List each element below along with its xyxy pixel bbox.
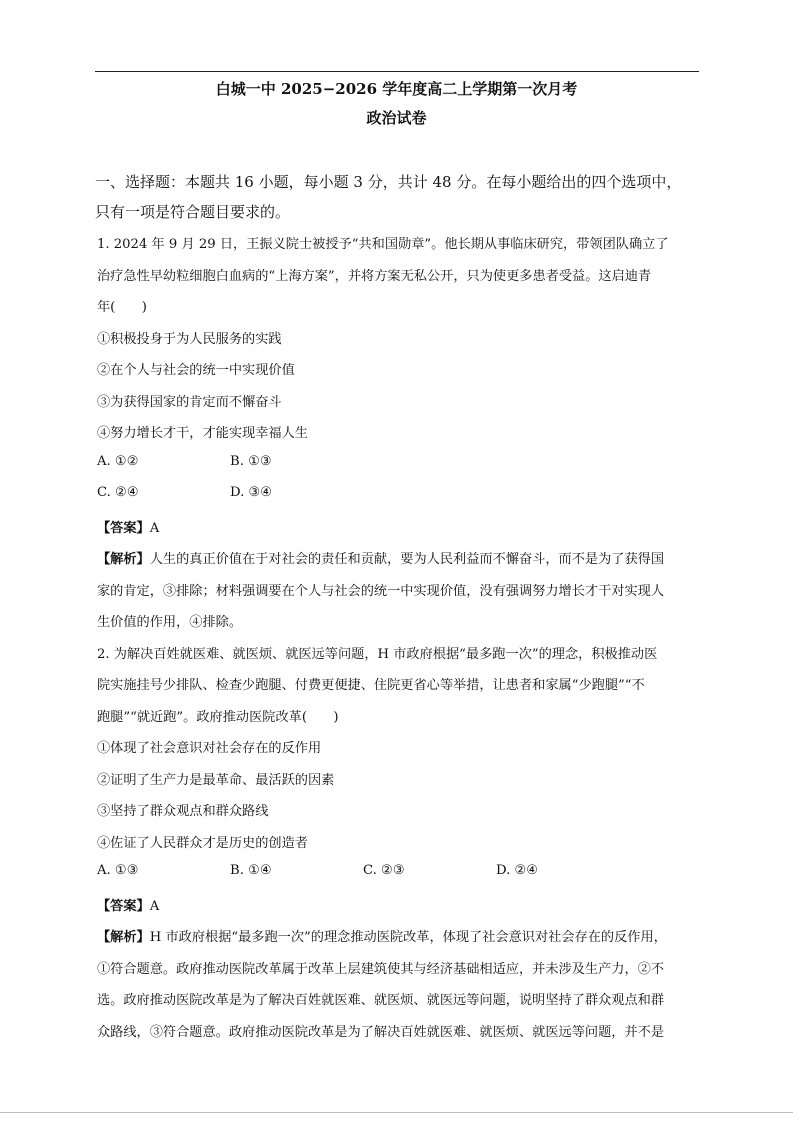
- q1-answer-label: 【答案】: [97, 521, 150, 536]
- q2-stem-line-2: 院实施挂号少排队、检查少跑腿、付费更便捷、住院更省心等举措，让患者和家属“少跑腿”“不: [97, 678, 645, 693]
- q2-answer: [97, 895, 159, 914]
- q2-option-a: A. ①③: [97, 863, 139, 878]
- q1-answer: [97, 517, 159, 536]
- footer-rule: [0, 1112, 793, 1113]
- header-rule: [95, 71, 699, 72]
- q2-item-1: ①体现了社会意识对社会存在的反作用: [97, 741, 322, 756]
- q2-analysis-line-3: 选。政府推动医院改革是为了解决百姓就医难、就医烦、就医远等问题，说明坚持了群众观点和群: [97, 993, 665, 1008]
- q1-item-3: ③为获得国家的肯定而不懈奋斗: [97, 395, 282, 410]
- q1-option-a: A. ①②: [97, 454, 139, 469]
- q1-item-4: ④努力增长才干，才能实现幸福人生: [97, 426, 308, 441]
- q1-analysis-line-3: 生价值的作用，④排除。: [97, 615, 243, 630]
- q1-answer-value: A: [149, 521, 160, 536]
- q1-analysis-line-1: [97, 548, 664, 567]
- q2-analysis-line-4: 众路线，③符合题意。政府推动医院改革是为了解决百姓就医难、就医烦、就医远等问题，并不是: [97, 1025, 665, 1040]
- q1-stem-line-2: 治疗急性早幼粒细胞白血病的“上海方案”，并将方案无私公开，只为使更多患者受益。这启迪青: [97, 269, 652, 284]
- q1-analysis-label: 【解析】: [97, 552, 150, 567]
- subject-title: 政治试卷: [366, 109, 427, 127]
- q1-option-b: B. ①③: [230, 454, 272, 469]
- q2-item-3: ③坚持了群众观点和群众路线: [97, 804, 269, 819]
- q2-option-c: C. ②③: [363, 863, 405, 878]
- q2-item-2: ②证明了生产力是最革命、最活跃的因素: [97, 773, 335, 788]
- q2-analysis-label: 【解析】: [97, 930, 150, 945]
- q1-option-c: C. ②④: [97, 485, 139, 500]
- section-heading-line-1: 一、选择题：本题共 16 小题，每小题 3 分，共计 48 分。在每小题给出的四个选项中，: [95, 173, 682, 191]
- q2-stem-line-3: 跑腿”“就近跑”。政府推动医院改革( ): [97, 710, 339, 725]
- q2-option-d: D. ②④: [496, 863, 539, 878]
- q2-analysis-line-2: ①符合题意。政府推动医院改革属于改革上层建筑使其与经济基础相适应，并未涉及生产力，②不: [97, 962, 665, 977]
- q2-stem-line-1: 2. 为解决百姓就医难、就医烦、就医远等问题，H 市政府根据“最多跑一次”的理念，积极推动医: [97, 647, 658, 662]
- q1-stem-line-1: 1. 2024 年 9 月 29 日，王振义院士被授予“共和国勋章”。他长期从事临床研究，带领团队确立了: [97, 237, 669, 252]
- exam-title: 白城一中 2025−2026 学年度高二上学期第一次月考: [215, 80, 578, 98]
- section-heading-line-2: 只有一项是符合题目要求的。: [95, 203, 291, 221]
- q1-analysis-line-2: 家的肯定，③排除；材料强调要在个人与社会的统一中实现价值，没有强调努力增长才干对实现人: [97, 584, 665, 599]
- q1-item-2: ②在个人与社会的统一中实现价值: [97, 363, 295, 378]
- q2-analysis-line-1: [97, 926, 667, 945]
- q1-stem-line-3: 年( ): [97, 300, 147, 315]
- q2-answer-label: 【答案】: [97, 899, 150, 914]
- q2-option-b: B. ①④: [230, 863, 272, 878]
- q2-answer-value: A: [149, 899, 160, 914]
- q2-analysis-text-1: H 市政府根据“最多跑一次”的理念推动医院改革，体现了社会意识对社会存在的反作用，: [149, 930, 667, 945]
- q2-item-4: ④佐证了人民群众才是历史的创造者: [97, 836, 308, 851]
- q1-option-d: D. ③④: [230, 485, 273, 500]
- q1-analysis-text-1: 人生的真正价值在于对社会的责任和贡献，要为人民利益而不懈奋斗，而不是为了获得国: [149, 552, 665, 567]
- q1-item-1: ①积极投身于为人民服务的实践: [97, 332, 282, 347]
